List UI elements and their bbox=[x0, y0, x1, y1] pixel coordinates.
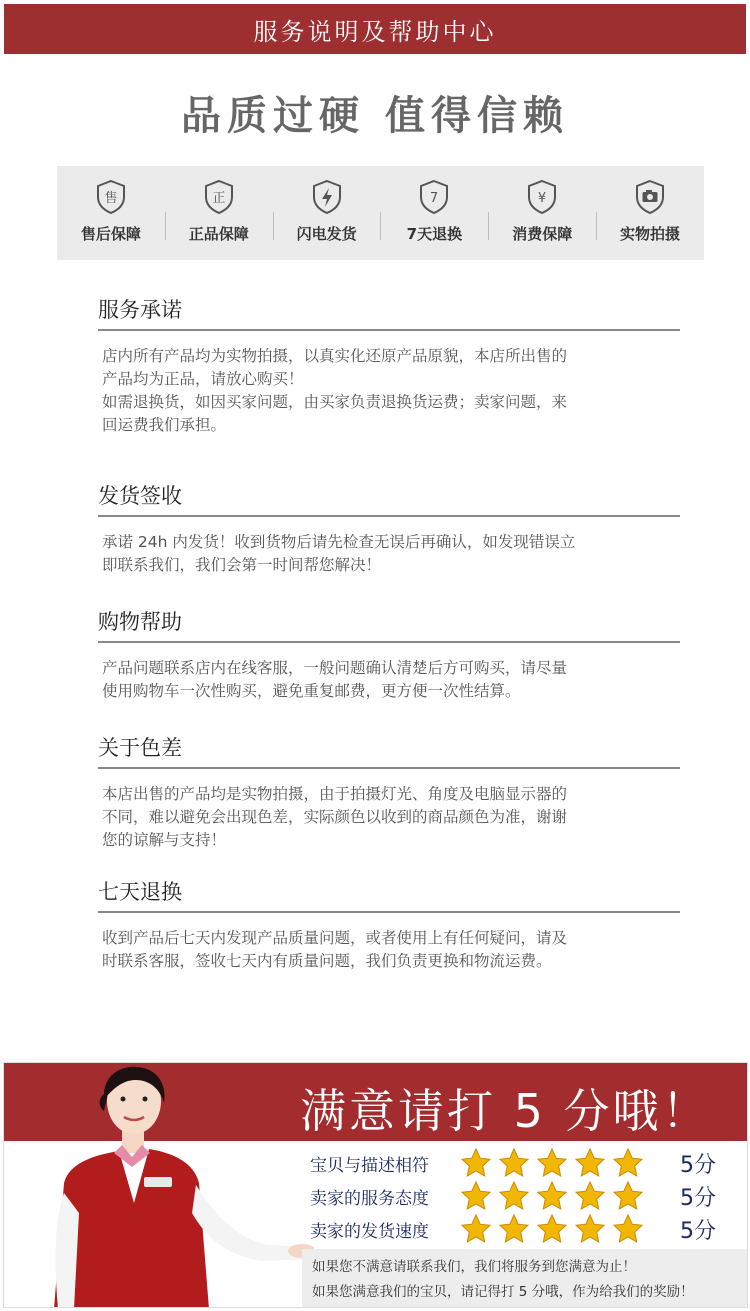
shield-seven-icon bbox=[418, 179, 450, 215]
section-title: 七天退换 bbox=[98, 876, 680, 913]
guarantee-item-genuine bbox=[165, 166, 273, 260]
rating-score: 5分 bbox=[680, 1185, 716, 1211]
page-headline: 品质过硬 值得信赖 bbox=[181, 93, 569, 139]
rating-panel bbox=[3, 1062, 748, 1308]
star-rating bbox=[460, 1147, 644, 1179]
star-icon bbox=[498, 1180, 530, 1212]
star-rating bbox=[460, 1213, 644, 1245]
rating-score: 5分 bbox=[680, 1218, 716, 1244]
rating-label: 宝贝与描述相符 bbox=[310, 1155, 429, 1176]
guarantee-label: 实物拍摄 bbox=[620, 224, 681, 243]
section-line: 时联系客服，签收七天内有质量问题，我们负责更换和物流运费。 bbox=[102, 952, 552, 970]
section-line: 产品均为正品，请放心购买！ bbox=[102, 370, 304, 388]
shield-zheng-icon bbox=[203, 179, 235, 215]
guarantee-label: 7天退换 bbox=[406, 224, 463, 243]
section-line: 回运费我们承担。 bbox=[102, 416, 227, 434]
star-icon bbox=[460, 1147, 492, 1179]
star-icon bbox=[574, 1180, 606, 1212]
section-color-difference bbox=[98, 732, 680, 852]
rating-label: 卖家的发货速度 bbox=[310, 1221, 429, 1242]
star-icon bbox=[574, 1147, 606, 1179]
shield-lightning-icon bbox=[311, 179, 343, 215]
guarantee-item-real-photo bbox=[596, 166, 704, 260]
guarantee-item-consumer bbox=[488, 166, 596, 260]
section-body bbox=[98, 927, 680, 973]
section-title: 购物帮助 bbox=[98, 606, 680, 643]
rating-label: 卖家的服务态度 bbox=[310, 1188, 429, 1209]
section-shopping-help bbox=[98, 606, 680, 703]
section-body bbox=[98, 345, 680, 437]
section-line: 店内所有产品均为实物拍摄，以真实化还原产品原貌，本店所出售的 bbox=[102, 347, 568, 365]
guarantee-label: 正品保障 bbox=[188, 224, 249, 243]
star-icon bbox=[498, 1147, 530, 1179]
star-icon bbox=[460, 1180, 492, 1212]
section-body bbox=[98, 657, 680, 703]
rating-row-service bbox=[310, 1180, 730, 1212]
guarantee-label: 闪电发货 bbox=[296, 224, 357, 243]
rating-note: 如果您满意我们的宝贝，请记得打 5 分哦，作为给我们的奖励！ bbox=[312, 1284, 694, 1300]
svg-text:正: 正 bbox=[212, 190, 226, 206]
section-title: 发货签收 bbox=[98, 480, 680, 517]
section-service-promise bbox=[98, 294, 680, 437]
section-line: 本店出售的产品均是实物拍摄，由于拍摄灯光、角度及电脑显示器的 bbox=[102, 785, 568, 803]
star-icon bbox=[612, 1180, 644, 1212]
svg-text:¥: ¥ bbox=[538, 190, 547, 206]
shield-yen-icon bbox=[526, 179, 558, 215]
svg-text:售: 售 bbox=[104, 190, 118, 206]
section-title: 关于色差 bbox=[98, 732, 680, 769]
banner-title: 服务说明及帮助中心 bbox=[253, 17, 497, 46]
star-icon bbox=[536, 1213, 568, 1245]
rating-score: 5分 bbox=[680, 1152, 716, 1178]
svg-text:7: 7 bbox=[430, 190, 439, 206]
star-icon bbox=[460, 1213, 492, 1245]
customer-service-assistant-illustration bbox=[24, 1063, 314, 1308]
star-icon bbox=[536, 1180, 568, 1212]
section-shipping bbox=[98, 480, 680, 577]
section-line: 您的谅解与支持！ bbox=[102, 831, 227, 849]
top-banner bbox=[4, 4, 746, 54]
section-title: 服务承诺 bbox=[98, 294, 680, 331]
rating-row-shipping-speed bbox=[310, 1213, 730, 1245]
guarantee-item-seven-day bbox=[380, 166, 488, 260]
guarantee-item-after-sales bbox=[57, 166, 165, 260]
star-icon bbox=[612, 1147, 644, 1179]
guarantee-label: 消费保障 bbox=[512, 224, 573, 243]
section-line: 承诺 24h 内发货！收到货物后请先检查无误后再确认，如发现错误立 bbox=[102, 533, 576, 551]
star-icon bbox=[498, 1213, 530, 1245]
section-line: 使用购物车一次性购买，避免重复邮费，更方便一次性结算。 bbox=[102, 682, 521, 700]
rating-note: 如果您不满意请联系我们，我们将服务到您满意为止！ bbox=[312, 1259, 636, 1275]
rating-title: 满意请打 5 分哦！ bbox=[300, 1084, 711, 1138]
rating-row-description bbox=[310, 1147, 730, 1179]
shield-camera-icon bbox=[634, 179, 666, 215]
section-line: 收到产品后七天内发现产品质量问题，或者使用上有任何疑问，请及 bbox=[102, 929, 568, 947]
section-seven-day-return bbox=[98, 876, 680, 973]
section-line: 不同，难以避免会出现色差，实际颜色以收到的商品颜色为准，谢谢 bbox=[102, 808, 568, 826]
section-body bbox=[98, 531, 680, 577]
section-line: 产品问题联系店内在线客服，一般问题确认清楚后方可购买，请尽量 bbox=[102, 659, 568, 677]
star-icon bbox=[574, 1213, 606, 1245]
guarantee-item-fast-shipping bbox=[273, 166, 381, 260]
star-rating bbox=[460, 1180, 644, 1212]
guarantee-label: 售后保障 bbox=[80, 224, 141, 243]
star-icon bbox=[612, 1213, 644, 1245]
shield-shou-icon bbox=[95, 179, 127, 215]
section-line: 如需退换货，如因买家问题，由买家负责退换货运费；卖家问题，来 bbox=[102, 393, 568, 411]
section-line: 即联系我们，我们会第一时间帮您解决！ bbox=[102, 556, 382, 574]
guarantee-bar bbox=[57, 166, 704, 260]
rating-note-box bbox=[302, 1249, 748, 1308]
section-body bbox=[98, 783, 680, 852]
star-icon bbox=[536, 1147, 568, 1179]
